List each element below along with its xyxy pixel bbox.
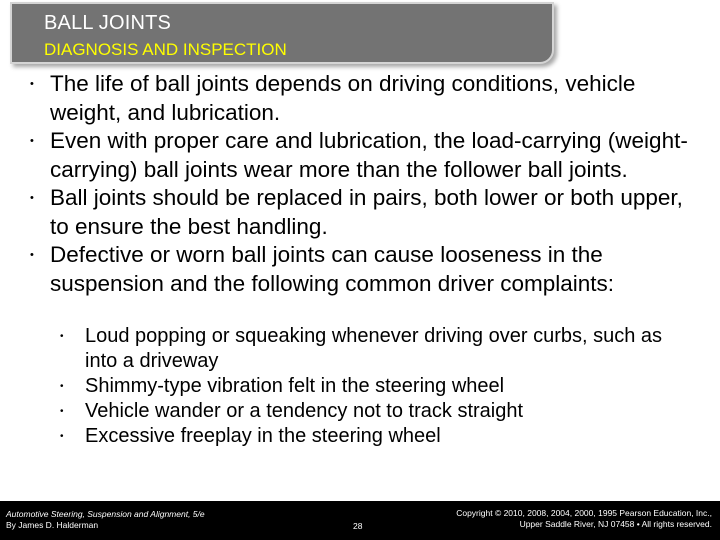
slide-title: BALL JOINTS [44,12,172,34]
bullet-list [30,70,700,298]
copyright-line: Upper Saddle River, NJ 07458 • All rights reserved. [519,519,712,529]
sub-bullet-list [60,324,680,449]
bullet-text: Even with proper care and lubrication, the load-carrying (weight-carrying) ball joints wear more than the follower ball joints. [50,128,688,182]
copyright-line: Copyright © 2010, 2008, 2004, 2000, 1995 Pearson Education, Inc., [456,508,712,518]
list-item [60,399,680,424]
bullet-text: Ball joints should be replaced in pairs, both lower or both upper, to ensure the best handling. [50,185,683,239]
footer-book-title: Automotive Steering, Suspension and Alignment, 5/e [6,509,205,519]
sub-bullet-text: Shimmy-type vibration felt in the steering wheel [85,375,505,397]
bullet-icon: • [30,78,34,90]
footer-author: By James D. Halderman [6,520,99,530]
list-item [30,127,700,184]
bullet-icon: • [30,249,34,261]
bullet-icon: • [60,381,64,392]
list-item [30,241,700,298]
list-item [60,324,680,374]
bullet-icon: • [30,192,34,204]
list-item [60,374,680,399]
bullet-text: Defective or worn ball joints can cause looseness in the suspension and the following common driver complaints: [50,242,615,296]
bullet-icon: • [60,431,64,442]
header-banner [10,2,554,64]
slide-subtitle: DIAGNOSIS AND INSPECTION [44,40,287,59]
sub-bullet-text: Loud popping or squeaking whenever driving over curbs, such as into a driveway [85,325,663,372]
list-item [30,70,700,127]
footer-copyright [456,508,712,530]
sub-bullet-text: Vehicle wander or a tendency not to track straight [85,400,524,422]
sub-bullet-text: Excessive freeplay in the steering wheel [85,425,441,447]
bullet-icon: • [60,406,64,417]
bullet-text: The life of ball joints depends on driving conditions, vehicle weight, and lubrication. [50,71,636,125]
list-item [30,184,700,241]
bullet-icon: • [60,331,64,342]
list-item [60,424,680,449]
page-number: 28 [353,521,363,531]
footer-bar [0,501,720,540]
bullet-icon: • [30,135,34,147]
